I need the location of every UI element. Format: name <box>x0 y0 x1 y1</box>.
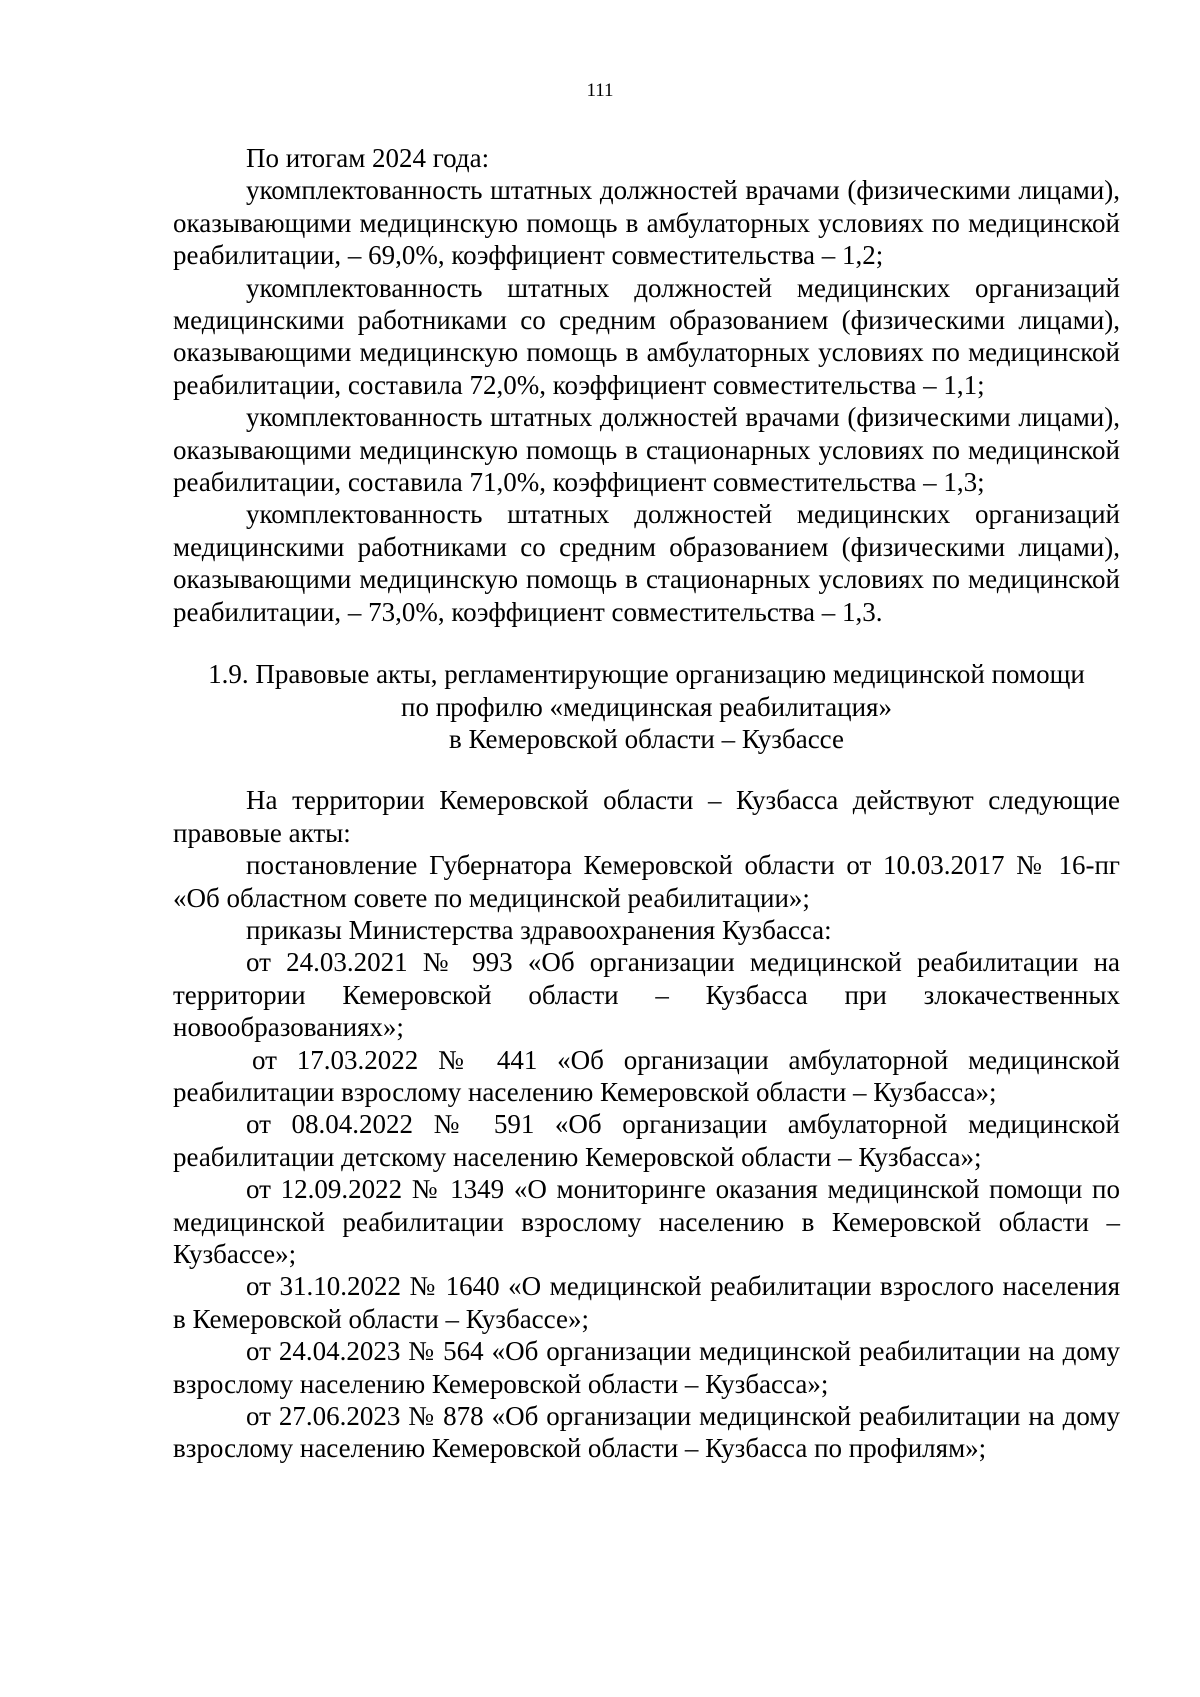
section-heading <box>173 658 1120 755</box>
section-heading-line-1: 1.9. Правовые акты, регламентирующие организацию медицинской помощи <box>208 659 1085 690</box>
paragraph-order-993: от 24.03.2021 № 993 «Об организации медицинской реабилитации на территории Кемеровской области – Кузбасса при злокачественных новообразованиях»; <box>173 947 1120 1043</box>
paragraph-nurses-ambulatory: укомплектованность штатных должностей медицинских организаций медицинскими работниками со средним образованием (физическими лицами), оказывающими медицинскую помощь в амбулаторных условиях по медицинской реабилитации, составила 72,0%, коэффициент совместительства – 1,1; <box>173 272 1120 400</box>
paragraph-legal-acts-intro: На территории Кемеровской области – Кузбасса действуют следующие правовые акты: <box>173 785 1120 848</box>
paragraph-order-591: от 08.04.2022 № 591 «Об организации амбулаторной медицинской реабилитации детскому населению Кемеровской области – Кузбасса»; <box>173 1109 1120 1172</box>
paragraph-order-564: от 24.04.2023 № 564 «Об организации медицинской реабилитации на дому взрослому населению Кемеровской области – Кузбасса»; <box>173 1336 1120 1399</box>
paragraph-intro-2024: По итогам 2024 года: <box>246 143 490 173</box>
paragraph-doctors-ambulatory: укомплектованность штатных должностей врачами (физическими лицами), оказывающими медицинскую помощь в амбулаторных условиях по медицинской реабилитации, – 69,0%, коэффициент совместительства – 1,2; <box>173 175 1120 271</box>
paragraph-doctors-inpatient: укомплектованность штатных должностей врачами (физическими лицами), оказывающими медицинскую помощь в стационарных условиях по медицинской реабилитации, составила 71,0%, коэффициент совместительства – 1,3; <box>173 402 1120 498</box>
paragraph-nurses-inpatient: укомплектованность штатных должностей медицинских организаций медицинскими работниками со средним образованием (физическими лицами), оказывающими медицинскую помощь в стационарных условиях по медицинской реабилитации, – 73,0%, коэффициент совместительства – 1,3. <box>173 499 1120 627</box>
page-number: 111 <box>586 80 614 101</box>
paragraph-order-1640: от 31.10.2022 № 1640 «О медицинской реабилитации взрослого населения в Кемеровской области – Кузбассе»; <box>173 1271 1120 1334</box>
section-heading-line-2: по профилю «медицинская реабилитация» <box>401 691 892 722</box>
paragraph-governor-resolution: постановление Губернатора Кемеровской области от 10.03.2017 № 16-пг «Об областном совете по медицинской реабилитации»; <box>173 850 1120 913</box>
page-body <box>173 142 1120 1465</box>
paragraph-order-1349: от 12.09.2022 № 1349 «О мониторинге оказания медицинской помощи по медицинской реабилитации взрослому населению в Кемеровской области – Кузбассе»; <box>173 1174 1120 1269</box>
section-heading-line-3: в Кемеровской области – Кузбассе <box>449 723 844 754</box>
paragraph-order-441: от 17.03.2022 № 441 «Об организации амбулаторной медицинской реабилитации взрослому населению Кемеровской области – Кузбасса»; <box>173 1044 1120 1107</box>
paragraph-ministry-orders: приказы Министерства здравоохранения Кузбасса: <box>246 914 832 945</box>
paragraph-order-878: от 27.06.2023 № 878 «Об организации медицинской реабилитации на дому взрослому населению Кемеровской области – Кузбасса по профилям»; <box>173 1401 1120 1464</box>
